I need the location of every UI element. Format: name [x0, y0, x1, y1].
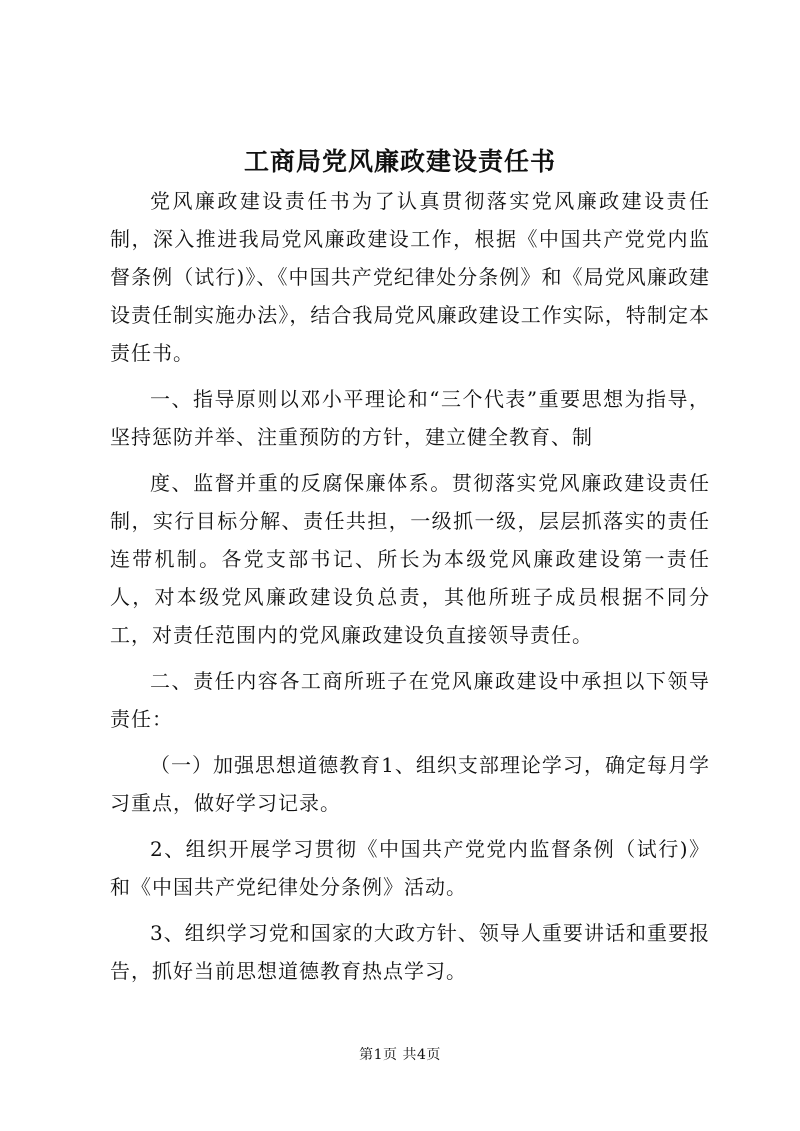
document-body	[110, 182, 710, 998]
paragraph-principles: 一、指导原则以邓小平理论和“三个代表”重要思想为指导，坚持惩防并举、注重预防的方针，建立健全教育、制	[110, 387, 710, 449]
paragraph-system: 度、监督并重的反腐保廉体系。贯彻落实党风廉政建设责任制，实行目标分解、责任共担，一级抓一级，层层抓落实的责任连带机制。各党支部书记、所长为本级党风廉政建设第一责任人，对本级党风廉政建设负总责，其他所班子成员根据不同分工，对责任范围内的党风廉政建设负直接领导责任。	[110, 471, 710, 647]
paragraph-item-3: 3、组织学习党和国家的大政方针、领导人重要讲话和重要报告，抓好当前思想道德教育热点学习。	[110, 921, 710, 983]
paragraph-intro: 党风廉政建设责任书为了认真贯彻落实党风廉政建设责任制，深入推进我局党风廉政建设工作，根据《中国共产党党内监督条例（试行)》、《中国共产党纪律处分条例》和《局党风廉政建设责任制实施办法》，结合我局党风廉政建设工作实际，特制定本责任书。	[110, 189, 710, 365]
paragraph-education: （一）加强思想道德教育1、组织支部理论学习，确定每月学习重点，做好学习记录。	[110, 753, 710, 815]
paragraph-item-2: 2、组织开展学习贯彻《中国共产党党内监督条例（试行)》和《中国共产党纪律处分条例》活动。	[110, 837, 710, 899]
document-title: 工商局党风廉政建设责任书	[243, 147, 556, 176]
paragraph-responsibilities: 二、责任内容各工商所班子在党风廉政建设中承担以下领导责任：	[110, 669, 710, 731]
page-footer: 第1页 共4页	[359, 1047, 441, 1063]
